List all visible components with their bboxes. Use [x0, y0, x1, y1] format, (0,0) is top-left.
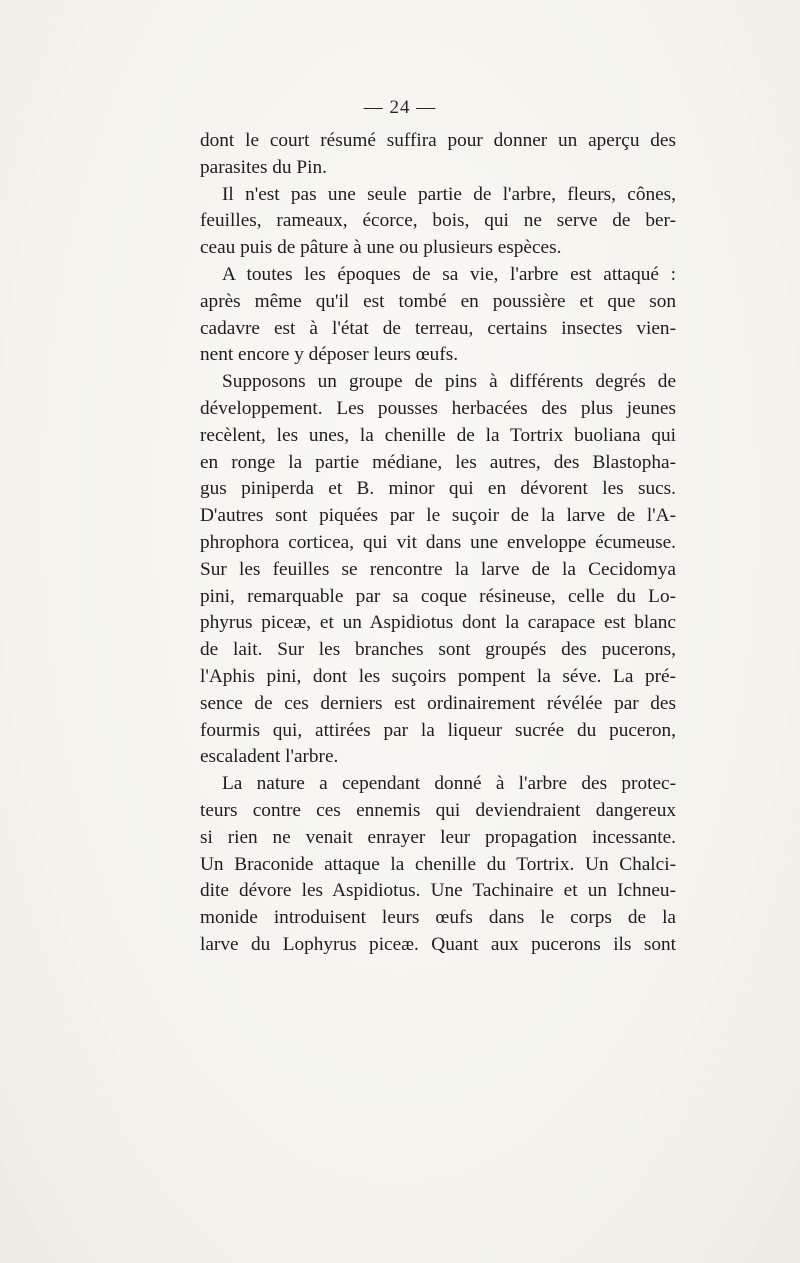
- text-line: après même qu'il est tombé en poussière et que son: [200, 290, 676, 312]
- text-line: développement. Les pousses herbacées des plus jeunes: [200, 397, 676, 419]
- text-line: Sur les feuilles se rencontre la larve de la Cecidomya: [200, 558, 676, 580]
- text-line: La nature a cependant donné à l'arbre des protec-: [222, 773, 676, 795]
- paragraph-1: [200, 128, 676, 182]
- text-line: gus piniperda et B. minor qui en dévorent les sucs.: [200, 478, 676, 500]
- text-line: en ronge la partie médiane, les autres, des Blastopha-: [200, 451, 676, 473]
- text-line: de lait. Sur les branches sont groupés des pucerons,: [200, 639, 676, 661]
- text-line: phyrus piceæ, et un Aspidiotus dont la carapace est blanc: [200, 612, 676, 634]
- paragraph-2: [200, 182, 676, 262]
- text-line: phrophora corticea, qui vit dans une enveloppe écumeuse.: [200, 531, 676, 553]
- text-line: feuilles, rameaux, écorce, bois, qui ne serve de ber-: [200, 210, 676, 232]
- text-line: si rien ne venait enrayer leur propagation incessante.: [200, 826, 676, 848]
- text-line: cadavre est à l'état de terreau, certains insectes vien-: [200, 317, 676, 339]
- text-line: D'autres sont piquées par le suçoir de la larve de l'A-: [200, 505, 676, 527]
- text-line: Un Braconide attaque la chenille du Tortrix. Un Chalci-: [200, 853, 676, 875]
- text-line: monide introduisent leurs œufs dans le corps de la: [200, 907, 676, 929]
- body-text: [200, 128, 676, 959]
- text-line: teurs contre ces ennemis qui deviendraient dangereux: [200, 799, 676, 821]
- text-line: ceau puis de pâture à une ou plusieurs espèces.: [200, 237, 562, 259]
- text-line: escaladent l'arbre.: [200, 746, 339, 768]
- text-line: fourmis qui, attirées par la liqueur sucrée du puceron,: [200, 719, 676, 741]
- paragraph-5: [200, 771, 676, 959]
- text-line: dont le court résumé suffira pour donner un aperçu des: [200, 130, 676, 151]
- text-line: l'Aphis pini, dont les suçoirs pompent la séve. La pré-: [200, 665, 676, 687]
- page-number: — 24 —: [363, 97, 437, 118]
- text-line: dite dévore les Aspidiotus. Une Tachinaire et un Ichneu-: [200, 880, 676, 902]
- text-line: recèlent, les unes, la chenille de la Tortrix buoliana qui: [200, 424, 676, 446]
- text-line: A toutes les époques de sa vie, l'arbre est attaqué :: [222, 263, 676, 285]
- paragraph-4: [200, 369, 676, 771]
- paragraph-3: [200, 262, 676, 369]
- text-line: pini, remarquable par sa coque résineuse, celle du Lo-: [200, 585, 676, 607]
- text-line: larve du Lophyrus piceæ. Quant aux pucerons ils sont: [200, 933, 676, 955]
- text-line: Il n'est pas une seule partie de l'arbre, fleurs, cônes,: [222, 183, 676, 205]
- text-line: sence de ces derniers est ordinairement révélée par des: [200, 692, 676, 714]
- text-line: nent encore y déposer leurs œufs.: [200, 344, 459, 366]
- text-line: parasites du Pin.: [200, 156, 327, 178]
- text-line: Supposons un groupe de pins à différents degrés de: [222, 371, 676, 393]
